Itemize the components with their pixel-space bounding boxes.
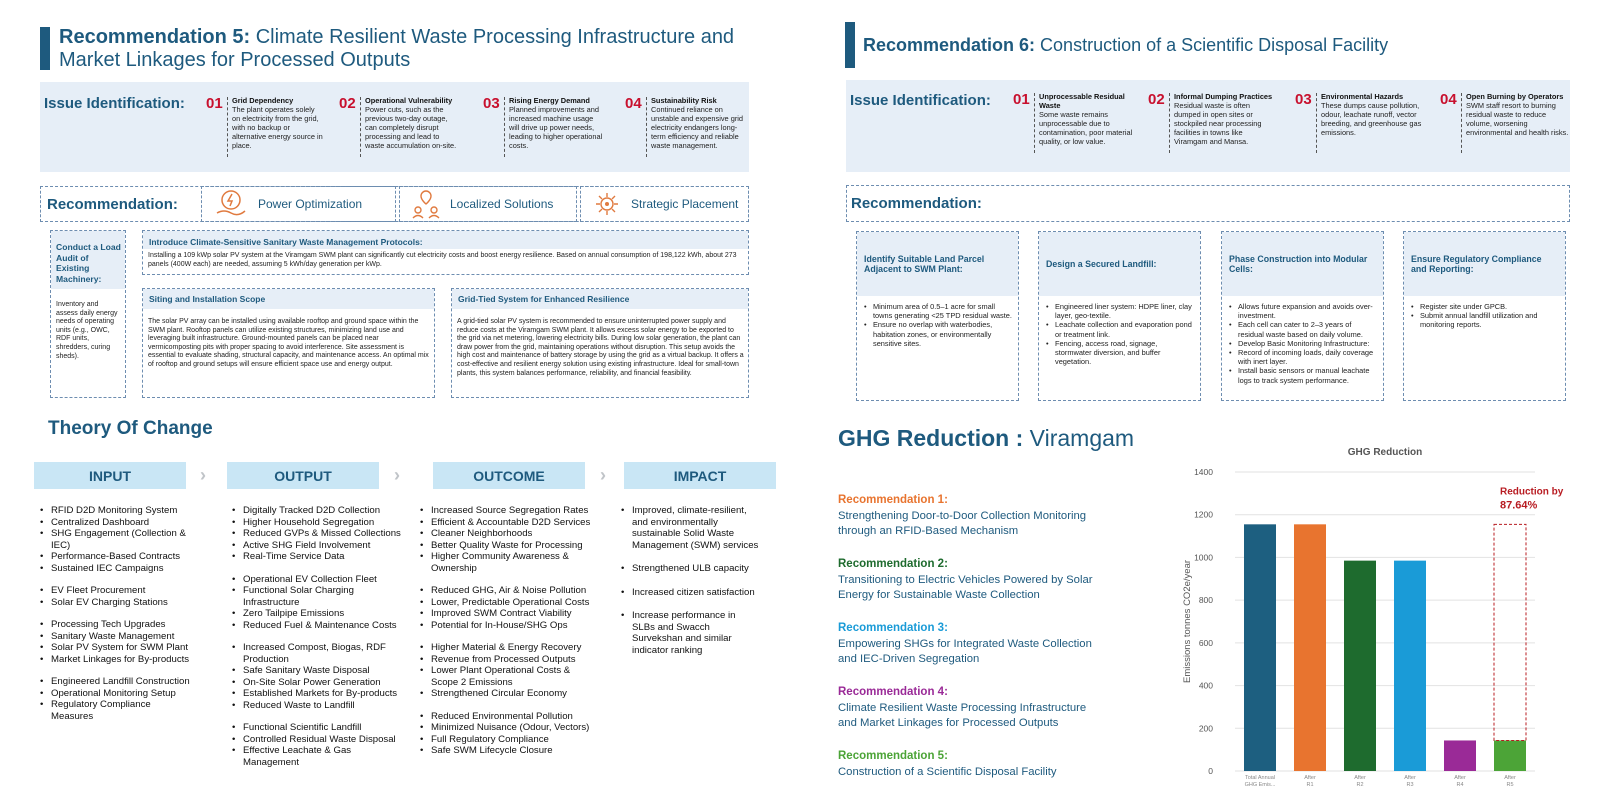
- issue-heading: Operational Vulnerability: [365, 96, 453, 105]
- toc-output-list: [232, 505, 402, 768]
- reduction-label: Reduction by: [1500, 486, 1564, 498]
- toc-item: • Effective Leachate & Gas Management: [232, 745, 402, 768]
- toc-item: • Engineered Landfill Construction: [40, 676, 195, 688]
- toc-item: • On-Site Solar Power Generation: [232, 677, 402, 689]
- card-item: • Each cell can cater to 2–3 years of residual waste based on daily volume.: [1229, 320, 1378, 338]
- toc-item: • Higher Material & Energy Recovery: [420, 642, 600, 654]
- rec6-card-heading: Ensure Regulatory Compliance and Reporting:: [1404, 232, 1565, 296]
- ghg-rec-text: Empowering SHGs for Integrated Waste Collection and IEC-Driven Segregation: [838, 638, 1092, 665]
- card-list: [1229, 302, 1378, 385]
- grid-tied-text: A grid-tied solar PV system is recommended to ensure uninterrupted power supply and reduce costs at the Viramgam SWM plant. It allows excess solar energy to be exported to the grid via net metering, lowering electricity bills. During low solar generation, the plant can draw power from the grid, maintaining operations without disruption. This setup avoids the high cost and maintenance of battery storage by using the grid as a virtual backup. It offers a cost-effective and resilient energy solution using existing infrastructure. Ideal for small-town plants, this system balances performance, reliability, and financial feasibility.: [457, 318, 744, 377]
- issue-heading: Grid Dependency: [232, 96, 294, 105]
- toc-item: • Reduced Waste to Landfill: [232, 700, 402, 712]
- toc-item: • Operational Monitoring Setup: [40, 688, 195, 700]
- rec6-title: Recommendation 6: Construction of a Scientific Disposal Facility: [863, 35, 1389, 55]
- grid-tied-heading: Grid-Tied System for Enhanced Resilience: [452, 289, 748, 309]
- issue-description: Continued reliance on unstable and expensive grid electricity endangers long-term efficiency and reliable waste management.: [651, 105, 744, 150]
- toc-item: • Lower Plant Operational Costs & Scope 2 Emissions: [420, 665, 600, 688]
- ghg-rec-heading: Recommendation 5:: [838, 750, 948, 762]
- audit-text: Inventory and assess daily energy needs of operating units (e.g., OWC, RDF units, shredders, curing sheds).: [56, 301, 118, 360]
- x-tick-label: After R1: [1304, 775, 1316, 788]
- issue-heading: Unprocessable Residual Waste: [1039, 92, 1125, 110]
- toc-outcome-list: [420, 505, 600, 757]
- y-tick-label: 1400: [1194, 467, 1213, 477]
- toc-item: • Sustained IEC Campaigns: [40, 563, 195, 575]
- toc-item: • Strengthened Circular Economy: [420, 688, 600, 700]
- rec5-title-bar: [40, 27, 50, 70]
- issue-text: [232, 96, 324, 150]
- card-list: [1411, 302, 1560, 330]
- toc-item: • Increased citizen satisfaction: [621, 587, 761, 599]
- toc-item: • Increased Compost, Biogas, RDF Production: [232, 642, 402, 665]
- pill-power-optimization: [201, 186, 396, 222]
- issue-text: [365, 96, 457, 150]
- toc-item: • Functional Solar Charging Infrastructure: [232, 585, 402, 608]
- toc-item: • Improved, climate-resilient, and environmentally sustainable Solid Waste Management (SWM) services: [621, 505, 761, 551]
- toc-item: • Performance-Based Contracts: [40, 551, 195, 563]
- rec6-card-body: [1229, 302, 1378, 385]
- issue-text: [509, 96, 604, 150]
- ghg-rec-heading: Recommendation 3:: [838, 622, 948, 634]
- x-tick-label: After R3: [1404, 775, 1416, 788]
- issue-text: [1174, 92, 1274, 146]
- issue-divider: [1461, 93, 1462, 153]
- y-tick-label: 600: [1198, 637, 1213, 648]
- issue-divider: [1169, 93, 1170, 153]
- toc-item: • Efficient & Accountable D2D Services: [420, 517, 600, 529]
- toc-item: • Solar EV Charging Stations: [40, 597, 195, 609]
- audit-heading: Conduct a Load Audit of Existing Machinery:: [56, 242, 121, 284]
- toc-input-list: [40, 505, 195, 722]
- toc-item: • Controlled Residual Waste Disposal: [232, 734, 402, 746]
- rec6-card-heading: Design a Secured Landfill:: [1039, 232, 1200, 296]
- toc-title: Theory Of Change: [48, 418, 213, 439]
- card-item: • Install basic sensors or manual leachate logs to track system performance.: [1229, 366, 1378, 384]
- rec6-title-bar: [845, 22, 855, 68]
- issue-text: [1039, 92, 1134, 146]
- toc-item: • Better Quality Waste for Processing: [420, 540, 600, 552]
- card-list: [864, 302, 1013, 348]
- toc-item: • Minimized Nuisance (Odour, Vectors): [420, 722, 600, 734]
- issue-description: Power cuts, such as the previous two-day outage, can completely disrupt processing and lead to waste accumulation on-site.: [365, 105, 457, 150]
- card-item: • Allows future expansion and avoids over-investment.: [1229, 302, 1378, 320]
- y-tick-label: 400: [1198, 680, 1213, 691]
- ghg-title: GHG Reduction : Viramgam: [838, 425, 1135, 451]
- toc-item: • Full Regulatory Compliance: [420, 734, 600, 746]
- toc-item: • Higher Household Segregation: [232, 517, 402, 529]
- card-item: • Ensure no overlap with waterbodies, habitation zones, or environmentally sensitive sites.: [864, 320, 1013, 348]
- ghg-rec-text: Construction of a Scientific Disposal Facility: [838, 766, 1057, 778]
- toc-item: • EV Fleet Procurement: [40, 585, 195, 597]
- issue-divider: [646, 97, 647, 157]
- y-tick-label: 1200: [1194, 509, 1213, 520]
- y-tick-label: 0: [1208, 766, 1213, 776]
- issue-description: SWM staff resort to burning residual waste to reduce volume, worsening environmental and health risks.: [1466, 101, 1569, 137]
- toc-list: [232, 505, 402, 768]
- toc-impact-list: [621, 505, 761, 656]
- issue-number: 04: [625, 95, 642, 112]
- toc-item: • Reduced GVPs & Missed Collections: [232, 528, 402, 540]
- toc-item: • Lower, Predictable Operational Costs: [420, 597, 600, 609]
- x-tick-label: After R4: [1454, 775, 1466, 788]
- ghg-rec-text: Climate Resilient Waste Processing Infrastructure and Market Linkages for Processed Outputs: [838, 702, 1087, 729]
- rec6-card-heading: Phase Construction into Modular Cells:: [1222, 232, 1383, 296]
- bar-1: [1244, 524, 1276, 771]
- issue-text: [1321, 92, 1423, 137]
- toc-item: • SHG Engagement (Collection & IEC): [40, 528, 195, 551]
- toc-item: • Zero Tailpipe Emissions: [232, 608, 402, 620]
- toc-head-outcome: OUTCOME: [433, 462, 585, 489]
- issue-description: Residual waste is often dumped in open sites or stockpiled near processing facilities in towns like Viramgam and Mansa.: [1174, 101, 1262, 146]
- rec6-card-body: [1411, 302, 1560, 330]
- issue-number: 02: [339, 95, 356, 112]
- rec6-recommendation-label: Recommendation:: [851, 195, 982, 212]
- issue-divider: [360, 97, 361, 157]
- chevron-right-icon: ›: [394, 465, 400, 485]
- pill-label: Power Optimization: [258, 197, 363, 211]
- bar-4: [1394, 561, 1426, 771]
- pill-label: Localized Solutions: [450, 197, 554, 211]
- toc-item: • Digitally Tracked D2D Collection: [232, 505, 402, 517]
- ghg-rec-heading: Recommendation 4:: [838, 686, 948, 698]
- toc-item: • Operational EV Collection Fleet: [232, 574, 402, 586]
- y-tick-label: 800: [1198, 595, 1213, 606]
- x-tick-label: Total Annual GHG Emis...: [1244, 775, 1276, 788]
- ghg-chart: [1180, 440, 1564, 799]
- toc-item: • Safe Sanitary Waste Disposal: [232, 665, 402, 677]
- x-tick-label: After R2: [1354, 775, 1366, 788]
- card-item: • Submit annual landfill utilization and monitoring reports.: [1411, 311, 1560, 329]
- issue-divider: [1316, 93, 1317, 153]
- toc-head-input: INPUT: [34, 462, 186, 489]
- issue-number: 01: [206, 95, 223, 112]
- toc-list: [40, 505, 195, 722]
- pill-label: Strategic Placement: [631, 197, 739, 211]
- ghg-rec-text: Transitioning to Electric Vehicles Powered by Solar Energy for Sustainable Waste Collection: [838, 574, 1093, 601]
- x-tick-label: After R5: [1504, 775, 1516, 788]
- ghg-rec-heading: Recommendation 2:: [838, 558, 948, 570]
- toc-item: • Revenue from Processed Outputs: [420, 654, 600, 666]
- chart-title: GHG Reduction: [1347, 447, 1423, 458]
- toc-item: • Reduced Environmental Pollution: [420, 711, 600, 723]
- rec5-title: Recommendation 5: Climate Resilient Waste Processing Infrastructure and Market Linkages for Processed Outputs: [59, 26, 735, 71]
- issue-description: Planned improvements and increased machine usage will drive up power needs, leading to higher operational costs.: [509, 105, 603, 150]
- issue-number: 02: [1148, 91, 1165, 108]
- issue-text: [1466, 92, 1571, 137]
- issue-number: 03: [1295, 91, 1312, 108]
- toc-item: • Reduced Fuel & Maintenance Costs: [232, 620, 402, 632]
- ghg-rec-text: Strengthening Door-to-Door Collection Monitoring through an RFID-Based Mechanism: [838, 510, 1087, 537]
- issue-text: [651, 96, 749, 150]
- toc-item: • Regulatory Compliance Measures: [40, 699, 195, 722]
- pill-localized-solutions: [399, 186, 577, 222]
- toc-item: • Higher Community Awareness & Ownership: [420, 551, 600, 574]
- power-hand-icon: [214, 189, 248, 219]
- strategy-gear-icon: [593, 189, 621, 219]
- rec5-issue-label: Issue Identification:: [44, 95, 185, 112]
- toc-item: • Improved SWM Contract Viability: [420, 608, 600, 620]
- issue-divider: [227, 97, 228, 157]
- issue-number: 01: [1013, 91, 1030, 108]
- ghg-rec-heading: Recommendation 1:: [838, 494, 948, 506]
- rec6-issue-label: Issue Identification:: [850, 92, 991, 109]
- toc-item: • Functional Scientific Landfill: [232, 722, 402, 734]
- toc-head-output: OUTPUT: [227, 462, 379, 489]
- card-item: • Engineered liner system: HDPE liner, clay layer, geo-textile.: [1046, 302, 1195, 320]
- issue-heading: Sustainability Risk: [651, 96, 717, 105]
- toc-list: [420, 505, 600, 757]
- y-tick-label: 200: [1198, 723, 1213, 734]
- rec6-card-body: [1046, 302, 1195, 366]
- toc-item: • Sanitary Waste Management: [40, 631, 195, 643]
- issue-description: Some waste remains unprocessable due to contamination, poor material quality, or low value.: [1039, 110, 1133, 146]
- rec6-card-body: [864, 302, 1013, 348]
- siting-text: The solar PV array can be installed using available rooftop and ground space within the SWM plant. Rooftop panels can utilize existing structures, minimizing land use and leveraging built infrastructure. Ground-mounted panels can be placed near vermicomposting pits with proper spacing to avoid interference. Site assessment is essential to evaluate shading, structural capacity, and maintenance access. An optimal mix of rooftop and ground setups will ensure efficient space use and energy output.: [148, 318, 429, 368]
- issue-heading: Informal Dumping Practices: [1174, 92, 1273, 101]
- toc-item: • Active SHG Field Involvement: [232, 540, 402, 552]
- toc-item: • Increased Source Segregation Rates: [420, 505, 600, 517]
- card-item: • Leachate collection and evaporation pond or treatment link.: [1046, 320, 1195, 338]
- protocol-heading: Introduce Climate-Sensitive Sanitary Waste Management Protocols:: [143, 231, 748, 249]
- toc-item: • Market Linkages for By-products: [40, 654, 195, 666]
- toc-item: • Established Markets for By-products: [232, 688, 402, 700]
- toc-item: • Increase performance in SLBs and Swacch Survekshan and similar indicator ranking: [621, 610, 761, 656]
- issue-description: These dumps cause pollution, odour, leachate runoff, vector breeding, and greenhouse gas emissions.: [1321, 101, 1422, 137]
- toc-item: • RFID D2D Monitoring System: [40, 505, 195, 517]
- card-item: • Minimum area of 0.5–1 acre for small towns generating <25 TPD residual waste.: [864, 302, 1013, 320]
- card-item: • Develop Basic Monitoring Infrastructure:: [1229, 339, 1378, 348]
- y-tick-label: 1000: [1194, 552, 1213, 563]
- issue-heading: Environmental Hazards: [1321, 92, 1404, 101]
- issue-number: 04: [1440, 91, 1457, 108]
- issue-divider: [504, 97, 505, 157]
- card-item: • Register site under GPCB.: [1411, 302, 1560, 311]
- issue-heading: Open Burning by Operators: [1466, 92, 1564, 101]
- bar-5: [1444, 740, 1476, 771]
- card-item: • Record of incoming loads, daily coverage with inert layer.: [1229, 348, 1378, 366]
- toc-item: • Reduced GHG, Air & Noise Pollution: [420, 585, 600, 597]
- chevron-right-icon: ›: [200, 465, 206, 485]
- siting-heading: Siting and Installation Scope: [143, 289, 434, 309]
- toc-item: • Solar PV System for SWM Plant: [40, 642, 195, 654]
- card-list: [1046, 302, 1195, 366]
- reduction-value: 87.64%: [1500, 499, 1538, 512]
- toc-item: • Real-Time Service Data: [232, 551, 402, 563]
- issue-number: 03: [483, 95, 500, 112]
- bar-6: [1494, 740, 1526, 771]
- toc-item: • Cleaner Neighborhoods: [420, 528, 600, 540]
- people-location-icon: [412, 189, 440, 219]
- toc-list: [621, 505, 761, 656]
- toc-item: • Safe SWM Lifecycle Closure: [420, 745, 600, 757]
- pill-strategic-placement: [580, 186, 749, 222]
- bar-3: [1344, 561, 1376, 771]
- toc-item: • Potential for In-House/SHG Ops: [420, 620, 600, 632]
- issue-heading: Rising Energy Demand: [509, 96, 590, 105]
- chevron-right-icon: ›: [600, 465, 606, 485]
- protocol-text: Installing a 109 kWp solar PV system at the Viramgam SWM plant can significantly cut electricity costs and boost energy resilience. Based on annual consumption of 198,122 kWh, about 273 panels (400W each) are needed, assuming 5 kWh/day generation per kWp.: [148, 252, 737, 268]
- reduction-outline: [1494, 524, 1526, 740]
- issue-description: The plant operates solely on electricity from the grid, with no backup or alternative energy source in place.: [232, 105, 323, 150]
- card-item: • Fencing, access road, signage, stormwater diversion, and buffer vegetation.: [1046, 339, 1195, 367]
- issue-divider: [1034, 93, 1035, 153]
- y-axis-label: Emissions tonnes CO2e/year: [1182, 559, 1193, 684]
- rec6-card-heading: Identify Suitable Land Parcel Adjacent to SWM Plant:: [857, 232, 1018, 296]
- rec5-recommendation-label: Recommendation:: [47, 196, 178, 213]
- toc-head-impact: IMPACT: [624, 462, 776, 489]
- bar-2: [1294, 524, 1326, 771]
- toc-item: • Centralized Dashboard: [40, 517, 195, 529]
- toc-item: • Strengthened ULB capacity: [621, 563, 761, 575]
- toc-item: • Processing Tech Upgrades: [40, 619, 195, 631]
